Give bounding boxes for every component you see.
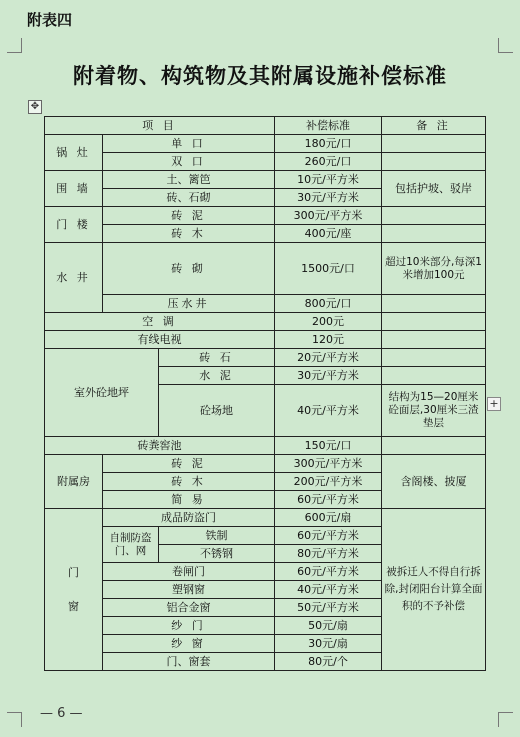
item-standard: 60元/平方米 bbox=[275, 527, 382, 545]
category-gate: 门 楼 bbox=[45, 207, 103, 243]
item-name: 砖粪窖池 bbox=[45, 437, 275, 455]
table-header-row bbox=[45, 117, 486, 135]
page-number: — 6 — bbox=[40, 706, 83, 721]
item-name: 成品防盗门 bbox=[103, 509, 275, 527]
item-standard: 400元/座 bbox=[275, 225, 382, 243]
item-name: 铁制 bbox=[159, 527, 275, 545]
item-name: 砼场地 bbox=[159, 385, 275, 437]
table-row bbox=[45, 295, 486, 313]
item-standard: 40元/平方米 bbox=[275, 581, 382, 599]
appendix-label: 附表四 bbox=[27, 11, 73, 29]
category-wall: 围 墙 bbox=[45, 171, 103, 207]
item-standard: 30元/平方米 bbox=[275, 367, 382, 385]
item-name: 砖 泥 bbox=[103, 207, 275, 225]
item-standard: 10元/平方米 bbox=[275, 171, 382, 189]
remark-wall: 包括护坡、驳岸 bbox=[382, 171, 486, 207]
item-standard: 80元/个 bbox=[275, 653, 382, 671]
remark-annex: 含阁楼、披厦 bbox=[382, 455, 486, 509]
remark-door: 被拆迁人不得自行拆除,封闭阳台计算全面积的不予补偿 bbox=[382, 509, 486, 671]
crop-mark-bottom-left bbox=[7, 712, 22, 727]
table-row bbox=[45, 437, 486, 455]
item-name: 空 调 bbox=[45, 313, 275, 331]
table-row bbox=[45, 225, 486, 243]
item-standard: 120元 bbox=[275, 331, 382, 349]
item-standard: 300元/平方米 bbox=[275, 455, 382, 473]
remark-cell bbox=[382, 135, 486, 153]
item-name: 纱 窗 bbox=[103, 635, 275, 653]
remark-cell bbox=[382, 313, 486, 331]
item-name: 纱 门 bbox=[103, 617, 275, 635]
remark-cell bbox=[382, 225, 486, 243]
item-name: 卷闸门 bbox=[103, 563, 275, 581]
item-standard: 80元/平方米 bbox=[275, 545, 382, 563]
item-name: 砖 砌 bbox=[103, 243, 275, 295]
item-name: 砖 泥 bbox=[103, 455, 275, 473]
table-row bbox=[45, 455, 486, 473]
item-standard: 300元/平方米 bbox=[275, 207, 382, 225]
item-standard: 40元/平方米 bbox=[275, 385, 382, 437]
category-well: 水 井 bbox=[45, 243, 103, 313]
crop-mark-top-right bbox=[498, 38, 513, 53]
table-row bbox=[45, 509, 486, 527]
item-standard: 200元/平方米 bbox=[275, 473, 382, 491]
item-name: 压水井 bbox=[103, 295, 275, 313]
item-name: 不锈钢 bbox=[159, 545, 275, 563]
add-column-icon[interactable]: + bbox=[487, 397, 501, 411]
remark-cell bbox=[382, 153, 486, 171]
item-standard: 600元/扇 bbox=[275, 509, 382, 527]
item-standard: 1500元/口 bbox=[275, 243, 382, 295]
item-standard: 50元/扇 bbox=[275, 617, 382, 635]
item-name: 砖 石 bbox=[159, 349, 275, 367]
crop-mark-bottom-right bbox=[498, 712, 513, 727]
document-title: 附着物、构筑物及其附属设施补偿标准 bbox=[73, 64, 447, 88]
header-standard: 补偿标准 bbox=[275, 117, 382, 135]
item-standard: 200元 bbox=[275, 313, 382, 331]
item-name: 砖 木 bbox=[103, 225, 275, 243]
item-standard: 800元/口 bbox=[275, 295, 382, 313]
table-row bbox=[45, 153, 486, 171]
item-standard: 30元/扇 bbox=[275, 635, 382, 653]
item-name: 门、窗套 bbox=[103, 653, 275, 671]
item-name: 水 泥 bbox=[159, 367, 275, 385]
category-stove: 锅 灶 bbox=[45, 135, 103, 171]
remark-cell bbox=[382, 437, 486, 455]
item-standard: 180元/口 bbox=[275, 135, 382, 153]
table-move-handle-icon[interactable]: ✥ bbox=[28, 100, 42, 114]
item-standard: 20元/平方米 bbox=[275, 349, 382, 367]
remark-cell bbox=[382, 331, 486, 349]
remark-cell bbox=[382, 207, 486, 225]
item-name: 单 口 bbox=[103, 135, 275, 153]
remark-yard: 结构为15—20厘米砼面层,30厘米三渣垫层 bbox=[382, 385, 486, 437]
header-remark: 备 注 bbox=[382, 117, 486, 135]
remark-cell bbox=[382, 295, 486, 313]
table-row bbox=[45, 349, 486, 367]
item-standard: 150元/口 bbox=[275, 437, 382, 455]
remark-cell bbox=[382, 367, 486, 385]
item-name: 砖、石砌 bbox=[103, 189, 275, 207]
item-name: 有线电视 bbox=[45, 331, 275, 349]
table-row bbox=[45, 243, 486, 295]
table-row bbox=[45, 135, 486, 153]
crop-mark-top-left bbox=[7, 38, 22, 53]
category-yard: 室外砼地坪 bbox=[45, 349, 159, 437]
table-row bbox=[45, 313, 486, 331]
remark-well: 超过10米部分,每深1米增加100元 bbox=[382, 243, 486, 295]
category-door: 门 窗 bbox=[45, 509, 103, 671]
item-standard: 50元/平方米 bbox=[275, 599, 382, 617]
compensation-table bbox=[44, 116, 486, 671]
category-annex: 附属房 bbox=[45, 455, 103, 509]
item-name: 双 口 bbox=[103, 153, 275, 171]
table-row bbox=[45, 331, 486, 349]
item-standard: 60元/平方米 bbox=[275, 563, 382, 581]
item-standard: 260元/口 bbox=[275, 153, 382, 171]
item-standard: 60元/平方米 bbox=[275, 491, 382, 509]
table-row bbox=[45, 171, 486, 189]
item-name: 砖 木 bbox=[103, 473, 275, 491]
item-standard: 30元/平方米 bbox=[275, 189, 382, 207]
header-item: 项 目 bbox=[45, 117, 275, 135]
item-name: 土、篱笆 bbox=[103, 171, 275, 189]
item-name: 塑钢窗 bbox=[103, 581, 275, 599]
item-name: 铝合金窗 bbox=[103, 599, 275, 617]
remark-cell bbox=[382, 349, 486, 367]
table-row bbox=[45, 207, 486, 225]
item-name: 简 易 bbox=[103, 491, 275, 509]
category-custom-door: 自制防盗门、网 bbox=[103, 527, 159, 563]
